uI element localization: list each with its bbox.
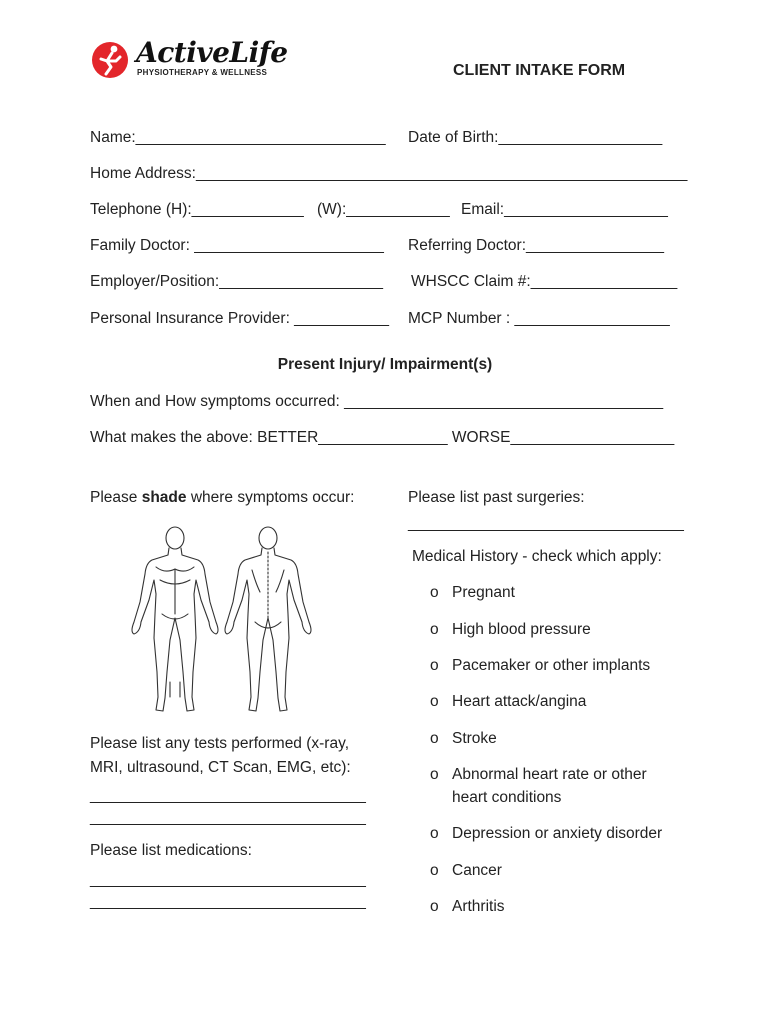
referring-doctor-field[interactable]: Referring Doctor:________________ bbox=[408, 237, 664, 254]
logo bbox=[90, 36, 288, 80]
checkbox-circle-icon[interactable]: o bbox=[430, 898, 439, 915]
condition-label-continued: heart conditions bbox=[452, 789, 562, 806]
telephone-work-field[interactable]: (W):____________ bbox=[317, 201, 450, 218]
symptoms-occurred-field[interactable]: When and How symptoms occurred: _____________________________________ bbox=[90, 393, 664, 410]
medical-history-item[interactable] bbox=[430, 620, 591, 640]
checkbox-circle-icon[interactable]: o bbox=[430, 693, 439, 710]
checkbox-circle-icon[interactable]: o bbox=[430, 862, 439, 879]
dob-field[interactable]: Date of Birth:___________________ bbox=[408, 129, 663, 146]
email-field[interactable]: Email:___________________ bbox=[461, 201, 668, 218]
medications-input-line-2[interactable]: ________________________________ bbox=[90, 893, 366, 910]
medical-history-item[interactable] bbox=[430, 824, 662, 844]
surgeries-input-line[interactable]: ________________________________ bbox=[408, 515, 684, 532]
checkbox-circle-icon[interactable]: o bbox=[430, 621, 439, 638]
shade-prompt-bold: shade bbox=[141, 489, 187, 506]
condition-label: Pacemaker or other implants bbox=[452, 657, 651, 674]
injury-heading: Present Injury/ Impairment(s) bbox=[277, 356, 493, 373]
whscc-claim-field[interactable]: WHSCC Claim #:_________________ bbox=[411, 273, 678, 290]
better-worse-field[interactable]: What makes the above: BETTER_______________ WORSE___________________ bbox=[90, 429, 675, 446]
condition-label: High blood pressure bbox=[452, 621, 591, 638]
tests-label-line-2: MRI, ultrasound, CT Scan, EMG, etc): bbox=[90, 759, 351, 776]
checkbox-circle-icon[interactable]: o bbox=[430, 657, 439, 674]
tests-input-line-2[interactable]: ________________________________ bbox=[90, 809, 366, 826]
mcp-number-field[interactable]: MCP Number : __________________ bbox=[408, 310, 670, 327]
condition-label: Depression or anxiety disorder bbox=[452, 825, 663, 842]
medical-history-item[interactable] bbox=[430, 692, 586, 712]
condition-label: Arthritis bbox=[452, 898, 505, 915]
back-body-figure bbox=[225, 527, 311, 711]
insurance-provider-field[interactable]: Personal Insurance Provider: ___________ bbox=[90, 310, 390, 327]
tests-label-line-1: Please list any tests performed (x-ray, bbox=[90, 735, 349, 752]
medical-history-item[interactable] bbox=[430, 765, 647, 785]
shade-prompt-after: where symptoms occur: bbox=[186, 489, 355, 506]
surgeries-label: Please list past surgeries: bbox=[408, 489, 585, 506]
condition-label: Stroke bbox=[452, 730, 497, 747]
condition-label: Pregnant bbox=[452, 584, 515, 601]
shade-prompt bbox=[90, 488, 354, 508]
medical-history-item[interactable] bbox=[430, 583, 515, 603]
condition-label: Abnormal heart rate or other bbox=[452, 766, 647, 783]
medical-history-item[interactable] bbox=[430, 861, 502, 881]
medications-label: Please list medications: bbox=[90, 842, 252, 859]
medical-history-item[interactable] bbox=[430, 897, 505, 917]
condition-label: Heart attack/angina bbox=[452, 693, 587, 710]
runner-logo-icon bbox=[90, 40, 130, 80]
front-body-figure bbox=[132, 527, 218, 711]
tests-input-line-1[interactable]: ________________________________ bbox=[90, 787, 366, 804]
checkbox-circle-icon[interactable]: o bbox=[430, 730, 439, 747]
shade-prompt-before: Please bbox=[90, 489, 142, 506]
logo-wordmark: ActiveLife bbox=[136, 36, 288, 69]
checkbox-circle-icon[interactable]: o bbox=[430, 825, 439, 842]
name-field[interactable]: Name:_____________________________ bbox=[90, 129, 386, 146]
body-diagram[interactable] bbox=[120, 522, 350, 720]
family-doctor-field[interactable]: Family Doctor: ______________________ bbox=[90, 237, 384, 254]
medical-history-item[interactable] bbox=[430, 729, 497, 749]
telephone-home-field[interactable]: Telephone (H):_____________ bbox=[90, 201, 304, 218]
medical-history-label: Medical History - check which apply: bbox=[412, 548, 662, 565]
medical-history-item[interactable] bbox=[430, 656, 650, 676]
condition-label: Cancer bbox=[452, 862, 502, 879]
checkbox-circle-icon[interactable]: o bbox=[430, 766, 439, 783]
checkbox-circle-icon[interactable]: o bbox=[430, 584, 439, 601]
employer-field[interactable]: Employer/Position:___________________ bbox=[90, 273, 384, 290]
home-address-field[interactable]: Home Address:_________________________________________________________ bbox=[90, 165, 688, 182]
medications-input-line-1[interactable]: ________________________________ bbox=[90, 871, 366, 888]
form-title: CLIENT INTAKE FORM bbox=[453, 62, 626, 79]
logo-tagline: PHYSIOTHERAPY & WELLNESS bbox=[137, 68, 268, 77]
